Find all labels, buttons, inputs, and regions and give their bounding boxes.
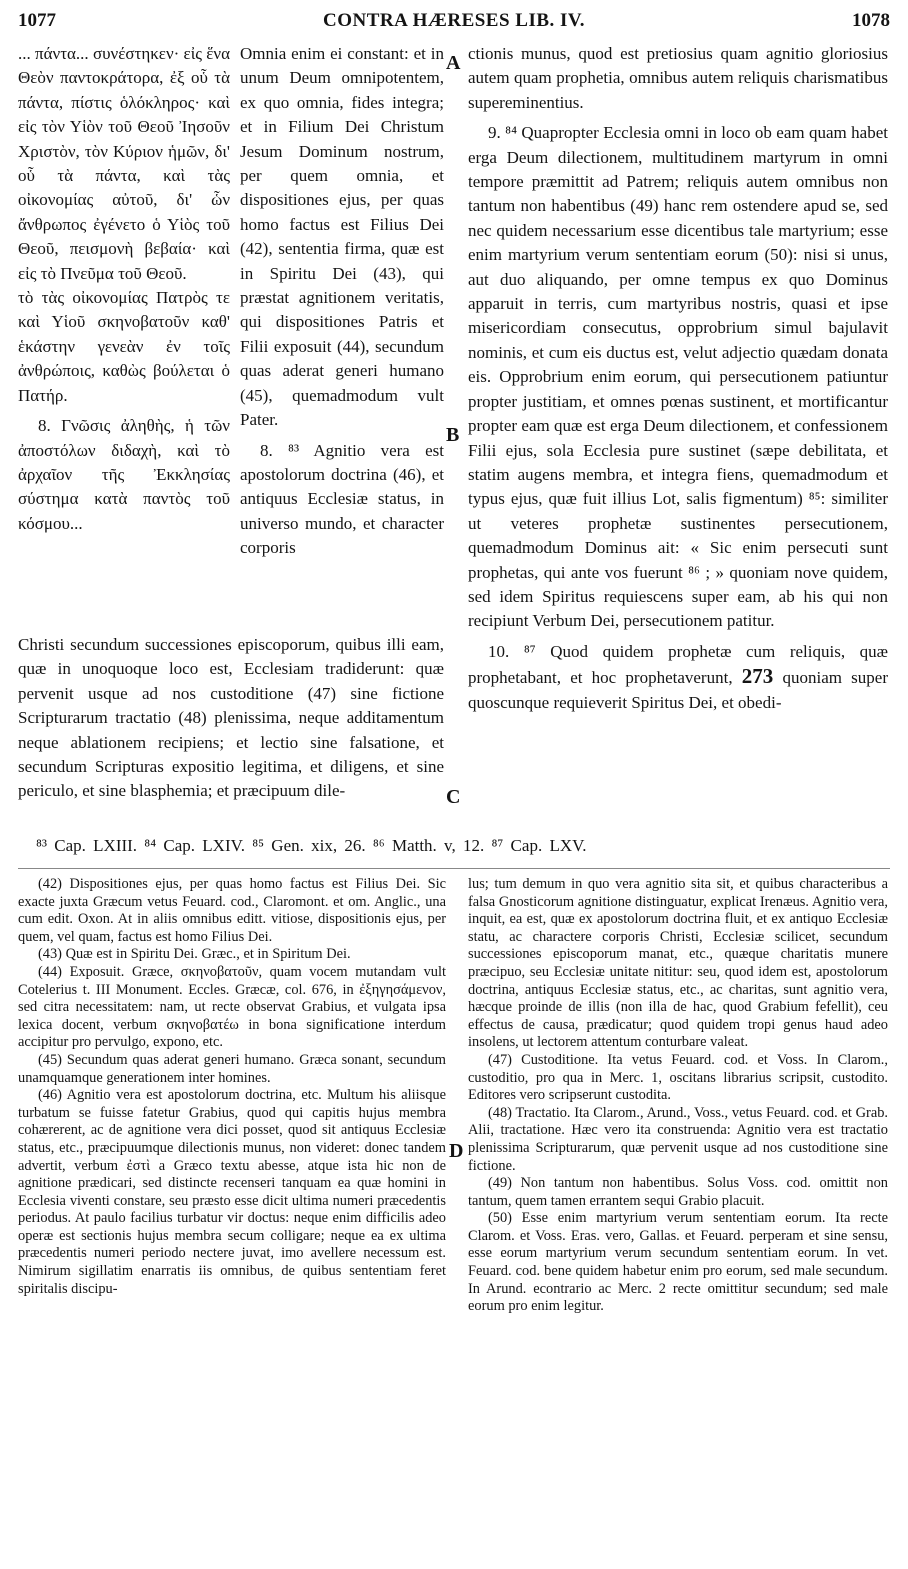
note: (44) Exposuit. Græce, σκηνοβατοῦν, quam vocem mutandam vult Cotelerius t. III Monument. Eccles. Græcæ, col. 676, in ἐξηγησάμενον, sed citra necessitatem: nam, ut recte observat Grabius, et vulgata ipsa lexica docent, verbum σκηνοβατέω in bona significatione interdum accipitur pro pervulgo, expono, etc.: [18, 963, 446, 1051]
latin-column: [240, 42, 444, 561]
greek-paragraph: ... πάντα... συνέστηκεν· εἰς ἕνα Θεὸν παντοκράτορα, ἐξ οὗ τὰ πάντα, πίστις ὁλόκληρος· καὶ εἰς τὸν Υἱὸν τοῦ Θεοῦ Ἰησοῦν Χριστὸν, τὸν Κύριον ἡμῶν, δι' οὗ τὰ πάντα, καὶ τὰς οἰκονομίας αὐτοῦ, δι' ὧν ἄνθρωπος ἐγένετο ὁ Υἱὸς τοῦ Θεοῦ, πεισμονὴ βεβαία· καὶ εἰς τὸ Πνεῦμα τοῦ Θεοῦ.: [18, 44, 230, 283]
note: (50) Esse enim martyrium verum sententiam eorum. Ita recte Clarom. et Voss. Eras. vero, Gallas. et Feuard. perperam et sine sensu, esse eorum martyrium verum secundum sententiam eorum. In vet. Feuard. cod. bene quidem habetur enim pro eorum, sed male secundum. In Arund. econtrario ac Merc. 2 recte omittitur secundum; sed male eorum pro enim legitur.: [468, 1210, 888, 1315]
right-paragraph: 9. ⁸⁴ Quapropter Ecclesia omni in loco ob eam quam habet erga Deum dilectionem, multitudinem martyrum in omni tempore præmittit ad Patrem; reliquis autem omnibus non tantum non habentibus (49) hanc rem ostendere apud se, sed nec quidem necessarium esse dicentibus tale martyrium; esse enim martyrium verum sententiam eorum (50): nisi si unus, aut duo aliquando, per omne tempus ex quo Dominus apparuit in terris, cum martyribus nostris, quasi et ipse misericordiam consecutus, opprobrium simul bajulavit nominis, et cum eis ductus est, velut adjectio quædam donata eis. Opprobrium enim eorum, qui persecutionem patiuntur propter justitiam, et omnes pœnas sustinent, et mortificantur propter eam quæ est erga Deum dilectionem, et confessionem Filii ejus, sola Ecclesia pure sustinet (sæpe debilitata, et statim augens membra, et integra fiens, quemadmodum et typus ejus, quæ fuit illius Lot, salis figmentum) ⁸⁵: similiter ut veteres prophetæ sustinentes persecutionem, quemadmodum Dominus ait: « Sic enim persecuti sunt prophetas, qui ante vos fuerunt ⁸⁶ ; » quoniam nove quidem, sed idem Spiritus requiescens super eam, ab his qui non recipiunt Verbum Dei, persecutionem patitur.: [468, 123, 888, 631]
notes-left-column: [18, 876, 446, 1298]
right-paragraph: ctionis munus, quod est pretiosius quam agnitio gloriosius autem quam prophetia, omnibus autem reliquis charismatibus supereminentius.: [468, 44, 888, 112]
right-column: [468, 42, 888, 715]
margin-marker-c: C: [446, 786, 461, 808]
right-page-number: 1078: [852, 10, 890, 31]
note: (46) Agnitio vera est apostolorum doctrina, etc. Multum his aliisque turbatum se fuisse fatetur Grabius, quod qui capitis hujus membra cohærerent, ac de agnitione vera dici posset, quod sit antiquus Ecclesiæ status, etc., præcipuumque dilectionis munus, non videret: donec tandem advertit, verbum ἐστὶ a Græco textu abesse, atque ista hic non de agnitione prædicari, sed distincte recenseri tanquam ea quæ homini in Ecclesia viventi constare, seu præsto esse dicit ultima numeri præcedentis periodus. At paulo facilius turbatur vir doctus: neque enim difficilis adeo operæ est sectionis hujus membra secum colligare; neque ea ex ultima præcedentis numeri periodo nectere juvat, imo avellere necessum est. Nimirum sigillatim enarratis iis omnibus, de quibus sententiam feret spiritalis discipu-: [18, 1087, 446, 1297]
greek-paragraph: 8. Γνῶσις ἀληθὴς, ἡ τῶν ἀποστόλων διδαχὴ, καὶ τὸ ἀρχαῖον τῆς Ἐκκλησίας σύστημα κατὰ παντὸς τοῦ κόσμου...: [18, 416, 230, 533]
note: (43) Quæ est in Spiritu Dei. Græc., et in Spiritum Dei.: [38, 946, 351, 963]
running-header: [18, 10, 890, 40]
greek-paragraph: τὸ τὰς οἰκονομίας Πατρὸς τε καὶ Υἱοῦ σκηνοβατοῦν καθ' ἑκάστην γενεὰν ἐν τοῖς ἀνθρώποις, καθὼς βούλεται ὁ Πατήρ.: [18, 288, 230, 405]
note: (47) Custoditione. Ita vetus Feuard. cod. et Voss. In Clarom., custoditio, pro qua in Merc. 1, oscitans librarius scripsit, custodito. Editores vero scripserunt custodita.: [468, 1051, 888, 1104]
latin-continuation-text: Christi secundum successiones episcoporum, quibus illi eam, quæ in unoquoque loco est, Ecclesiam tradiderunt: quæ pervenit usque ad nos custoditione (47) sine fictione Scripturarum tractatio (48) plenissima, neque additamentum neque ablationem recipiens; et lectio sine falsatione, et secundum Scripturas expositio legitima, et diligens, et sine periculo, et sine blasphemia; et præcipuum dile-: [18, 635, 444, 801]
scripture-references: ⁸³ Cap. LXIII. ⁸⁴ Cap. LXIV. ⁸⁵ Gen. xix, 26. ⁸⁶ Matth. v, 12. ⁸⁷ Cap. LXV.: [36, 836, 587, 855]
margin-marker-d: D: [449, 1140, 464, 1162]
margin-marker-a: A: [446, 52, 461, 74]
left-page-number: 1077: [18, 10, 56, 31]
running-title: CONTRA HÆRESES LIB. IV.: [323, 10, 585, 31]
paragraph-text: 10. ⁸⁷ Quod quidem prophetæ cum reliquis, quæ prophetabant, et hoc prophetaverunt,: [468, 641, 888, 688]
note: (45) Secundum quas aderat generi humano. Græca sonant, secundum unamquamque generationem inter homines.: [18, 1051, 446, 1086]
note: (48) Tractatio. Ita Clarom., Arund., Voss., vetus Feuard. cod. et Grab. Alii, tractatione. Hæc vero ita construenda: Agnitio vera est tractatio plenissima Scripturarum, quæ pervenit usque ad nos custoditione sine fictione.: [468, 1104, 888, 1174]
footnote-divider: [18, 868, 890, 869]
column-number: 273: [741, 664, 774, 689]
margin-marker-b: B: [446, 424, 460, 446]
note: (49) Non tantum non habentibus. Solus Voss. cod. omittit non tantum, quem tamen errantem sequi Grabio placuit.: [468, 1175, 888, 1209]
notes-right-column: [468, 876, 888, 1316]
latin-continuation: [18, 633, 444, 804]
note: (42) Dispositiones ejus, per quas homo factus est Filius Dei. Sic exacte juxta Græcum vetus Feuard. cod., Claromont. et om. Anglic., una cum edit. Oxon. At in aliis omnibus editt. vitiose, dispositionis ejus, per quem, vel quam, factus est homo Filius Dei.: [18, 876, 446, 945]
paragraph-text: quoniam super quoscunque requieverit Spiritus Dei, et obedi-: [468, 668, 888, 712]
latin-paragraph: 8. ⁸³ Agnitio vera est apostolorum doctrina (46), et antiquus Ecclesiæ status, in universo mundo, et character corporis: [240, 440, 444, 558]
greek-column: [18, 42, 230, 536]
latin-paragraph: Omnia enim ei constant: et in unum Deum omnipotentem, ex quo omnia, fides integra; et in Filium Dei Christum Jesum Dominum nostrum, per quem omnia, et dispositiones ejus, per quas homo factus est Filius Dei (42), sententia firma, quæ est in Spiritu Dei (43), qui præstat agnitionem veritatis, qui dispositiones Patris et Filii exposuit (44), secundum quas aderat generi humano (45), quemadmodum vult Pater.: [240, 44, 444, 430]
note: lus; tum demum in quo vera agnitio sita sit, et quibus characteribus a falsa Gnosticorum agnitione distinguatur, explicat Irenæus. Agnitio vera, inquit, ea est, quæ ex apostolorum doctrina fluit, et ex antiquo Ecclesiæ statu, ac charactere corporis Christi, Ecclesiæ scilicet, secundum successiones episcoporum manat, etc., quæque charitatis munere præcipuo, seu Ecclesiæ unitate nititur: seu, quod idem est, apostolorum doctrina, antiquus Ecclesiæ status, etc., ac charitas, sunt agnitio vera, hæcque proinde de illis (non illa de hac, quod Grabium fefellit), ceu effectus de causa, prædicatur; quod quidem tropi genus haud adeo insolens, ut lectorem attentum conturbare valeat.: [468, 876, 888, 1051]
right-paragraph-10: [468, 640, 888, 715]
